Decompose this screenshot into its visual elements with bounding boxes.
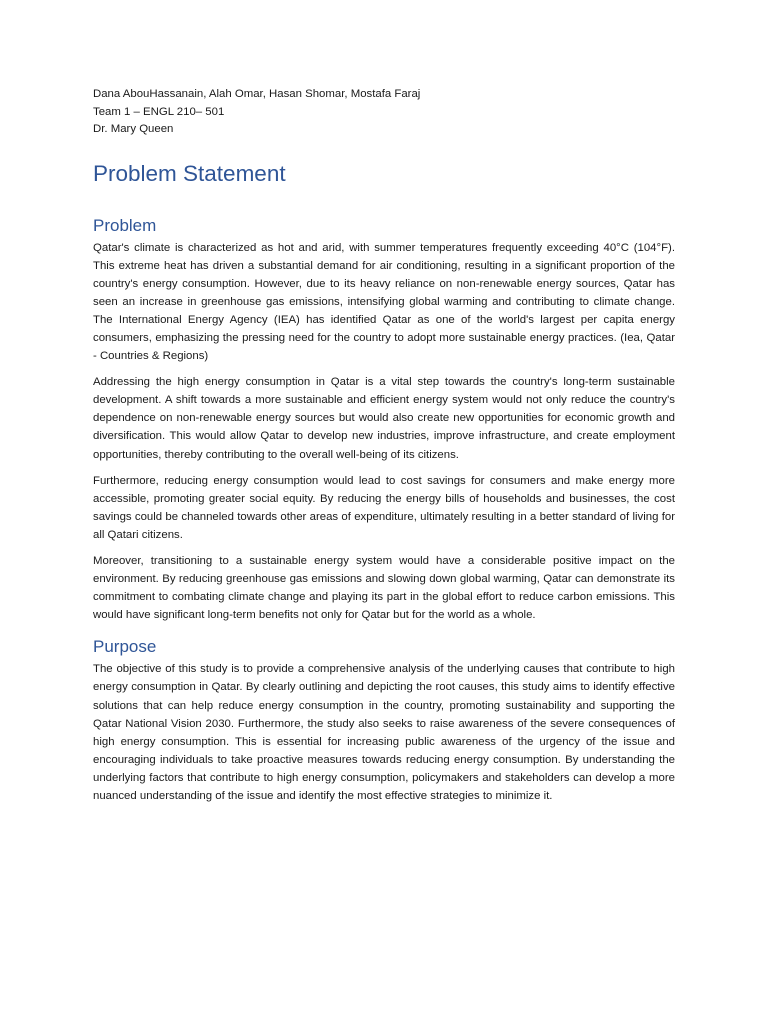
problem-paragraph-3: Furthermore, reducing energy consumption would lead to cost savings for consumers and make energy more accessible, promoting greater social equity. By reducing the energy bills of households and businesses, the cost savings could be channeled towards other areas of expenditure, ultimately resulting in a better standard of living for all Qatari citizens.	[93, 474, 675, 541]
purpose-heading: Purpose	[93, 637, 157, 657]
author-names: Dana AbouHassanain, Alah Omar, Hasan Shomar, Mostafa Faraj	[93, 88, 421, 100]
document-title: Problem Statement	[93, 160, 286, 186]
problem-paragraph-4: Moreover, transitioning to a sustainable energy system would have a considerable positive impact on the environment. By reducing greenhouse gas emissions and slowing down global warming, Qatar can demonstrate its commitment to combating climate change and playing its part in the global effort to reduce carbon emissions. This would have significant long-term benefits not only for Qatar but for the world as a whole.	[93, 555, 675, 622]
instructor-name: Dr. Mary Queen	[93, 123, 174, 135]
problem-heading: Problem	[93, 215, 157, 235]
problem-paragraph-1: Qatar's climate is characterized as hot and arid, with summer temperatures frequently exceeding 40°C (104°F). This extreme heat has driven a substantial demand for air conditioning, resulting in a significant proportion of the country's energy consumption. However, due to its heavy reliance on non-renewable energy sources, Qatar has seen an increase in greenhouse gas emissions, intensifying global warming and contributing to climate change. The International Energy Agency (IEA) has identified Qatar as one of the world's largest per capita energy consumers, emphasizing the pressing need for the country to adopt more sustainable energy practices. (Iea, Qatar - Countries & Regions)	[93, 241, 675, 363]
document-page	[93, 86, 675, 813]
purpose-paragraph-1: The objective of this study is to provide a comprehensive analysis of the underlying causes that contribute to high energy consumption in Qatar. By clearly outlining and depicting the root causes, this study aims to identify effective solutions that can help reduce energy consumption in the country, promoting sustainability and supporting the Qatar National Vision 2030. Furthermore, the study also seeks to raise awareness of the severe consequences of high energy consumption. This is essential for increasing public awareness of the urgency of the issue and encouraging individuals to take proactive measures towards reducing energy consumption. By understanding the underlying factors that contribute to high energy consumption, policymakers and stakeholders can develop a more nuanced understanding of the issue and identify the most effective strategies to minimize it.	[93, 663, 675, 803]
team-course: Team 1 – ENGL 210– 501	[93, 105, 225, 118]
problem-paragraph-2: Addressing the high energy consumption in Qatar is a vital step towards the country's long-term sustainable development. A shift towards a more sustainable and efficient energy system would not only reduce the country's dependence on non-renewable energy sources but would also create new opportunities for economic growth and diversification. This would allow Qatar to develop new industries, improve infrastructure, and create employment opportunities, thereby contributing to the overall well-being of its citizens.	[93, 376, 675, 461]
